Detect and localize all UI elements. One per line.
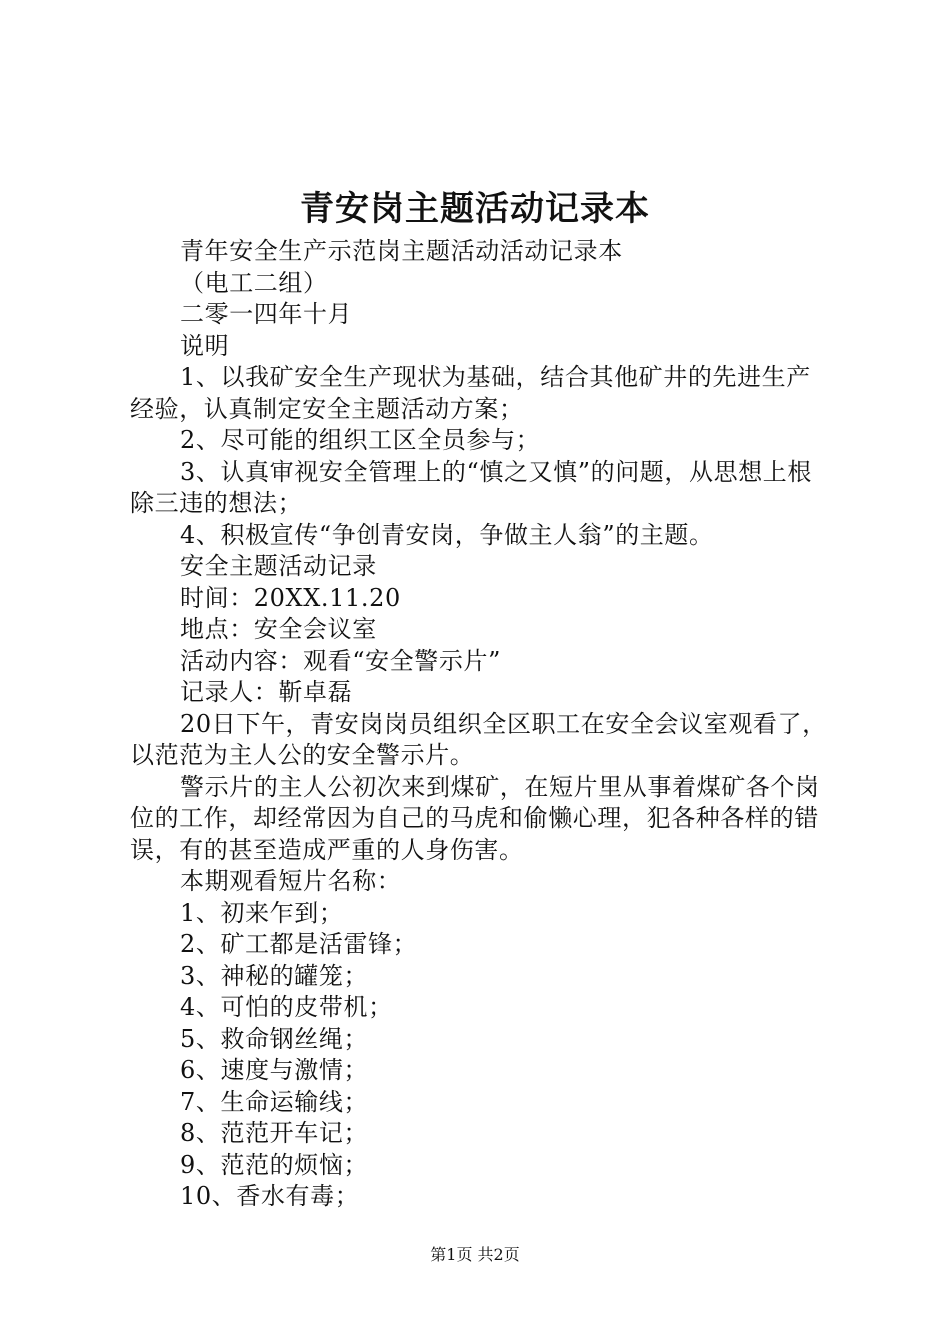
paragraph: 2、尽可能的组织工区全员参与；: [180, 426, 541, 454]
paragraph: 1、以我矿安全生产现状为基础，结合其他矿井的先进生产经验，认真制定安全主题活动方案；: [130, 363, 811, 423]
list-item: 1、初来乍到；: [180, 898, 344, 927]
paragraph: 警示片的主人公初次来到煤矿，在短片里从事着煤矿各个岗位的工作，却经常因为自己的马虎和偷懒心理，犯各种各样的错误，有的甚至造成严重的人身伤害。: [130, 772, 820, 864]
list-item: 3、神秘的罐笼；: [180, 961, 369, 990]
list-item: 8、范范开车记；: [180, 1119, 369, 1147]
record-content: 活动内容：观看“安全警示片”: [180, 646, 501, 675]
list-item: 2、矿工都是活雷锋；: [180, 930, 418, 958]
list-item: 7、生命运输线；: [180, 1087, 369, 1116]
list-item: 6、速度与激情；: [180, 1056, 369, 1084]
document-title: 青安岗主题活动记录本: [300, 189, 650, 229]
paragraph: 4、积极宣传“争创青安岗，争做主人翁”的主题。: [180, 520, 714, 549]
record-author: 记录人：靳卓磊: [180, 678, 353, 706]
record-time: 时间：20XX.11.20: [180, 583, 401, 612]
paragraph: 3、认真审视安全管理上的“慎之又慎”的问题，从思想上根除三违的想法；: [130, 457, 813, 517]
paragraph: 青年安全生产示范岗主题活动活动记录本: [180, 237, 623, 265]
list-item: 4、可怕的皮带机；: [180, 993, 393, 1021]
page-footer: 第1页 共2页: [430, 1245, 520, 1264]
list-item: 5、救命钢丝绳；: [180, 1024, 369, 1053]
section-heading: 安全主题活动记录: [180, 552, 377, 580]
document-body: [130, 236, 830, 1213]
list-heading: 本期观看短片名称：: [180, 867, 402, 895]
list-item: 10、香水有毒；: [180, 1182, 360, 1210]
paragraph: （电工二组）: [180, 268, 328, 297]
list-item: 9、范范的烦恼；: [180, 1150, 369, 1179]
record-location: 地点：安全会议室: [180, 615, 377, 643]
paragraph: 二零一四年十月: [180, 300, 353, 328]
paragraph: 20日下午，青安岗岗员组织全区职工在安全会议室观看了，以范范为主人公的安全警示片。: [130, 709, 827, 769]
paragraph: 说明: [180, 331, 230, 360]
